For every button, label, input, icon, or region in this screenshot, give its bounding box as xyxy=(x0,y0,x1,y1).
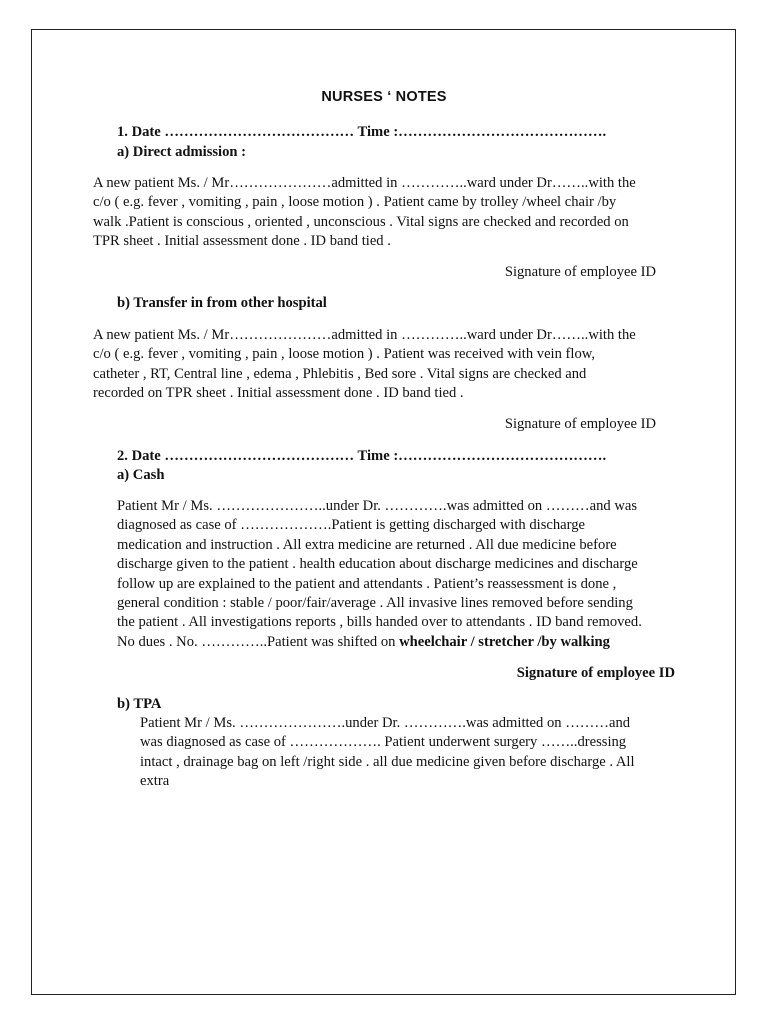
direct-admission-heading: a) Direct admission : xyxy=(117,144,247,160)
paragraph-line: c/o ( e.g. fever , vomiting , pain , loose motion ) . Patient came by trolley /wheel chair /by xyxy=(93,194,617,211)
paragraph-line-text: No dues . No. …………..Patient was shifted on xyxy=(117,633,400,650)
paragraph-line: A new patient Ms. / Mr…………………admitted in …………..ward under Dr……..with the xyxy=(93,175,636,191)
paragraph-line: Patient Mr / Ms. …………………..under Dr. ………….was admitted on ………and was xyxy=(117,498,638,514)
paragraph-line: recorded on TPR sheet . Initial assessment done . ID band tied . xyxy=(93,385,464,402)
paragraph-line: Patient Mr / Ms. ………………….under Dr. ………….was admitted on ………and xyxy=(140,715,631,731)
paragraph-line: was diagnosed as case of ………………. Patient underwent surgery ……..dressing xyxy=(140,734,627,751)
cash-heading: a) Cash xyxy=(117,467,165,483)
paragraph-line: diagnosed as case of ……………….Patient is getting discharged with discharge xyxy=(117,517,585,534)
paragraph-line: discharge given to the patient . health education about discharge medicines and discharge xyxy=(117,556,638,573)
paragraph-line: c/o ( e.g. fever , vomiting , pain , loose motion ) . Patient was received with vein flow, xyxy=(93,346,596,363)
tpa-paragraph xyxy=(140,714,635,792)
cash-paragraph xyxy=(117,497,642,652)
paragraph-line: walk .Patient is conscious , oriented , unconscious . Vital signs are checked and recorded on xyxy=(93,213,629,230)
transport-mode-options: wheelchair / stretcher /by walking xyxy=(399,633,610,650)
paragraph-line: intact , drainage bag on left /right side . all due medicine given before discharge . All xyxy=(140,753,635,770)
page-title: NURSES ‘ NOTES xyxy=(321,89,447,105)
transfer-signature: Signature of employee ID xyxy=(504,416,656,432)
paragraph-line: medication and instruction . All extra medicine are returned . All due medicine before xyxy=(117,536,617,553)
transfer-paragraph xyxy=(93,326,636,404)
paragraph-line: TPR sheet . Initial assessment done . ID band tied . xyxy=(93,233,391,250)
paragraph-line: follow up are explained to the patient and attendants . Patient’s reassessment is done , xyxy=(117,575,617,592)
paragraph-line: extra xyxy=(140,773,170,790)
tpa-heading: b) TPA xyxy=(117,696,162,712)
paragraph-line: the patient . All investigations reports , bills handed over to attendants . ID band removed. xyxy=(117,614,642,631)
section1-date-line: 1. Date ………………………………… Time :……………………………………. xyxy=(117,124,607,140)
paragraph-line xyxy=(117,633,642,652)
direct-admission-signature: Signature of employee ID xyxy=(504,264,656,280)
direct-admission-paragraph xyxy=(93,174,636,252)
paragraph-line: general condition : stable / poor/fair/average . All invasive lines removed before sending xyxy=(117,595,633,612)
paragraph-line: A new patient Ms. / Mr…………………admitted in …………..ward under Dr……..with the xyxy=(93,327,636,343)
cash-signature: Signature of employee ID xyxy=(516,665,675,681)
transfer-heading: b) Transfer in from other hospital xyxy=(117,295,327,311)
paragraph-line: catheter , RT, Central line , edema , Phlebitis , Bed sore . Vital signs are checked and xyxy=(93,365,587,382)
section2-date-line: 2. Date ………………………………… Time :……………………………………. xyxy=(117,448,607,464)
